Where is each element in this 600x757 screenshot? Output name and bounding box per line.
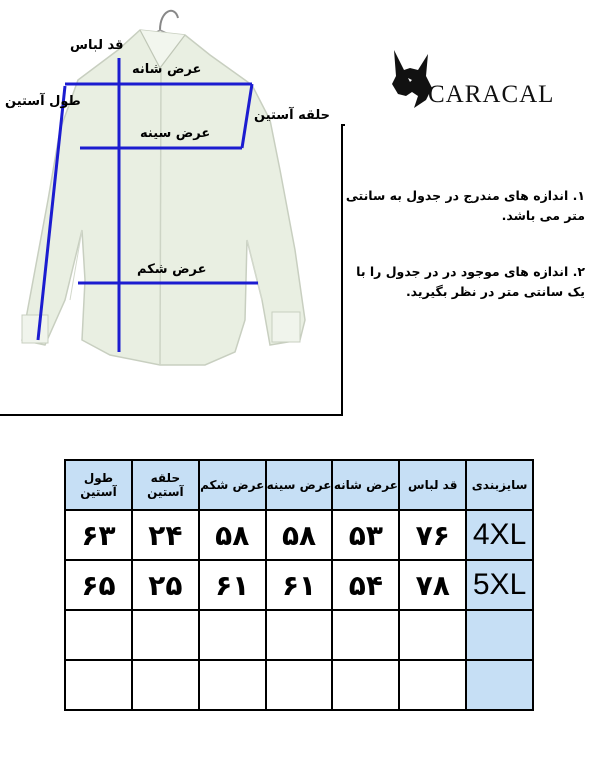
table-cell: ۷۶ <box>399 510 466 560</box>
table-cell: ۵۸ <box>266 510 333 560</box>
header-waist: عرض شکم <box>199 460 266 510</box>
table-cell <box>132 660 199 710</box>
table-cell <box>332 660 399 710</box>
note-1: ۱. اندازه های مندرج در جدول به سانتی متر می باشد. <box>345 188 585 223</box>
waist-label: عرض شکم <box>137 262 207 277</box>
table-cell: 4XL <box>466 510 533 560</box>
note-2: ۲. اندازه های موجود در در جدول را با یک سانتی متر در نظر بگیرید. <box>356 264 585 299</box>
table-cell: ۵۸ <box>199 510 266 560</box>
table-cell <box>132 610 199 660</box>
table-cell <box>466 610 533 660</box>
table-cell <box>65 660 132 710</box>
table-cell: 5XL <box>466 560 533 610</box>
armhole-label: حلقه آستین <box>254 108 330 123</box>
table-cell: ۶۵ <box>65 560 132 610</box>
header-shoulder: عرض شانه <box>332 460 399 510</box>
header-chest: عرض سینه <box>266 460 333 510</box>
header-length: قد لباس <box>399 460 466 510</box>
table-cell: ۶۱ <box>266 560 333 610</box>
table-cell: ۶۳ <box>65 510 132 560</box>
table-cell <box>266 660 333 710</box>
header-size: سایزبندی <box>466 460 533 510</box>
table-row <box>65 660 533 710</box>
table-cell: ۵۳ <box>332 510 399 560</box>
brand-logo <box>388 48 558 110</box>
table-cell <box>332 610 399 660</box>
chest-label: عرض سینه <box>140 126 211 141</box>
table-cell <box>399 610 466 660</box>
table-cell <box>199 610 266 660</box>
header-sleeve-length: طول آستین <box>65 460 132 510</box>
length-label: قد لباس <box>70 38 124 53</box>
table-cell <box>199 660 266 710</box>
table-row <box>65 610 533 660</box>
shirt-icon <box>22 30 305 365</box>
size-table <box>64 459 534 711</box>
table-cell: ۲۵ <box>132 560 199 610</box>
table-cell <box>266 610 333 660</box>
table-cell <box>65 610 132 660</box>
hanger-icon <box>160 11 178 30</box>
header-armhole: حلقه آستین <box>132 460 199 510</box>
brand-name: CARACAL <box>428 81 555 108</box>
table-cell: ۶۱ <box>199 560 266 610</box>
sleeve-length-label: طول آستین <box>5 94 81 109</box>
table-cell: ۷۸ <box>399 560 466 610</box>
table-cell <box>466 660 533 710</box>
table-cell: ۲۴ <box>132 510 199 560</box>
table-cell: ۵۴ <box>332 560 399 610</box>
table-cell <box>399 660 466 710</box>
shoulder-label: عرض شانه <box>132 62 202 77</box>
table-row <box>65 510 533 560</box>
table-row <box>65 560 533 610</box>
table-header-row <box>65 460 533 510</box>
